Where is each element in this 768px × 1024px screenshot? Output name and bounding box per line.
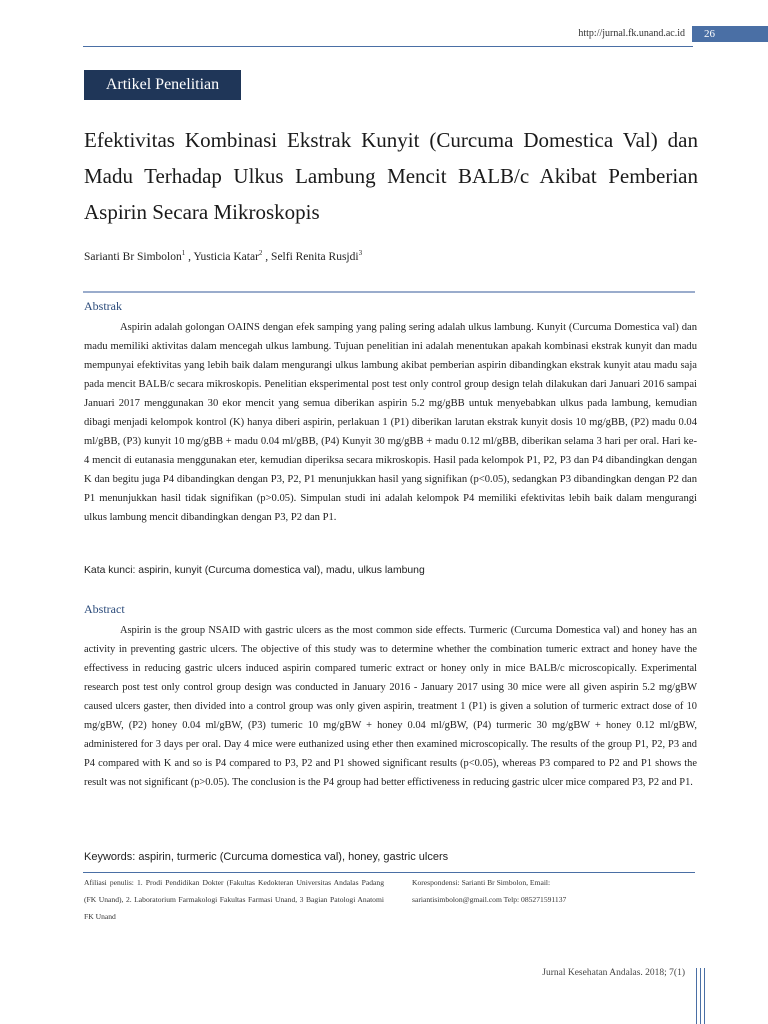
abstract-divider — [83, 291, 695, 293]
author-list — [84, 249, 698, 263]
author-name: Selfi Renita Rusjdi — [271, 250, 359, 263]
correspondence-name: Korespondensi: Sarianti Br Simbolon, Email: — [412, 878, 551, 887]
author-affiliation-mark: 2 — [258, 249, 263, 257]
keywords: Keywords: aspirin, turmeric (Curcuma domestica val), honey, gastric ulcers — [84, 851, 449, 863]
author-name: Yusticia Katar — [193, 250, 259, 263]
section-tag: Artikel Penelitian — [84, 70, 241, 100]
author-name: Sarianti Br Simbolon — [84, 250, 182, 263]
author-affiliation-mark: 1 — [181, 249, 186, 257]
correspondence — [412, 874, 702, 908]
abstract-heading: Abstract — [84, 602, 125, 616]
page-number: 26 — [692, 26, 768, 42]
kata-kunci: Kata kunci: aspirin, kunyit (Curcuma domestica val), madu, ulkus lambung — [84, 565, 425, 576]
correspondence-contact[interactable]: sariantisimbolon@gmail.com Telp: 085271591137 — [412, 895, 567, 904]
footnote-divider — [83, 872, 695, 873]
journal-citation: Jurnal Kesehatan Andalas. 2018; 7(1) — [542, 968, 685, 978]
author-separator: , — [262, 250, 272, 263]
abstrak-heading: Abstrak — [84, 299, 122, 313]
abstract-body: Aspirin is the group NSAID with gastric ulcers as the most common side effects. Turmeric (Curcuma Domestica val) and honey has an activity in preventing gastric ulcers. The objective of this study was to determine whether the combination tumeric extract and honey have the effectivess in reducing gastric ulcers induced aspirin compared tumeric extract or honey only in mice BALB/c microscopically. Experimental research post test only control group design was conducted in January 2016 - January 2017 using 30 mice were all given aspirin 5.2 mg/gBW caused ulcers gaster, then divided into a control group was only given aspirin, treatment 1 (P1) is given a solution of turmeric extract dose of 10 mg/gBW, (P2) honey 0.04 ml/gBW, (P3) tumeric 10 mg/gBW + honey 0.04 ml/gBW, (P4) turmeric 30 mg/gBW + honey 0.12 ml/gBW, administered for 3 days per oral. Day 4 mice were euthanized using ether then examined microscopically. The results of the group P1, P2, P3 and P4 compared with K and so is P4 compared to P3, P2 and P1 showed significant results (p<0.05), whereas P3 compared to P2 and P1 shows the result was not significant (p>0.05). The conclusion is the P4 group had better effictiveness in reducing gastric ulcer mice compared P3, P2 and P1. — [84, 625, 697, 788]
abstrak-body: Aspirin adalah golongan OAINS dengan efek samping yang paling sering adalah ulkus lambung. Kunyit (Curcuma Domestica val) dan madu memiliki aktivitas dalam mencegah ulkus lambung. Tujuan penelitian ini adalah menentukan apakah kombinasi ekstrak kunyit dan madu mempunyai efektivitas yang lebih baik dalam mengurangi ulkus lambung akibat pemberian aspirin dibandingkan ekstrak kunyit atau madu saja pada mencit BALB/c secara mikroskopis. Penelitian eksperimental post test only control group design telah dilakukan dari Januari 2016 sampai Januari 2017 menggunakan 30 ekor mencit yang semua diberikan aspirin 5.2 mg/gBB untuk menyebabkan ulkus pada lambung, kemudian dibagi menjadi kelompok kontrol (K) hanya diberi aspirin, perlakuan 1 (P1) diberikan larutan ekstrak kunyit dosis 10 mg/gBB, (P2) madu 0.04 ml/gBB, (P3) kunyit 10 mg/gBB + madu 0.04 ml/gBB, (P4) Kunyit 30 mg/gBB + madu 0.12 ml/gBB, diberikan selama 3 hari per oral. Hari ke-4 mencit di eutanasia menggunakan eter, kemudian diperiksa secara mikroskopis. Hasil pada kelompok P1, P2, P3 dan P4 dibandingkan dengan K dan begitu juga P4 dibandingkan dengan P3, P2, P1 menunjukkan hasil yang signifikan (p<0.05), sedangkan P3 dibandingkan dengan P2 dan P1 menunjukkan hasil tidak signifikan (p>0.05). Simpulan studi ini adalah kelompok P4 memiliki efektivitas lebih baik dalam mengurangi ulkus lambung mencit dibandingkan dengan P3, P2 dan P1. — [84, 322, 697, 523]
article-title: Efektivitas Kombinasi Ekstrak Kunyit (Curcuma Domestica Val) dan Madu Terhadap Ulkus Lambung Mencit BALB/c Akibat Pemberian Aspirin Secara Mikroskopis — [84, 128, 698, 224]
author-affiliation-mark: 3 — [358, 249, 363, 257]
author-affiliations: Afiliasi penulis: 1. Prodi Pendidikan Dokter (Fakultas Kedokteran Universitas Andalas Padang (FK Unand), 2. Laboratorium Farmakologi Fakultas Farmasi Unand, 3 Bagian Patologi Anatomi FK Unand — [84, 878, 384, 921]
journal-url[interactable]: http://jurnal.fk.unand.ac.id — [578, 28, 685, 39]
author-separator: , — [185, 250, 194, 263]
header-divider — [83, 46, 693, 47]
